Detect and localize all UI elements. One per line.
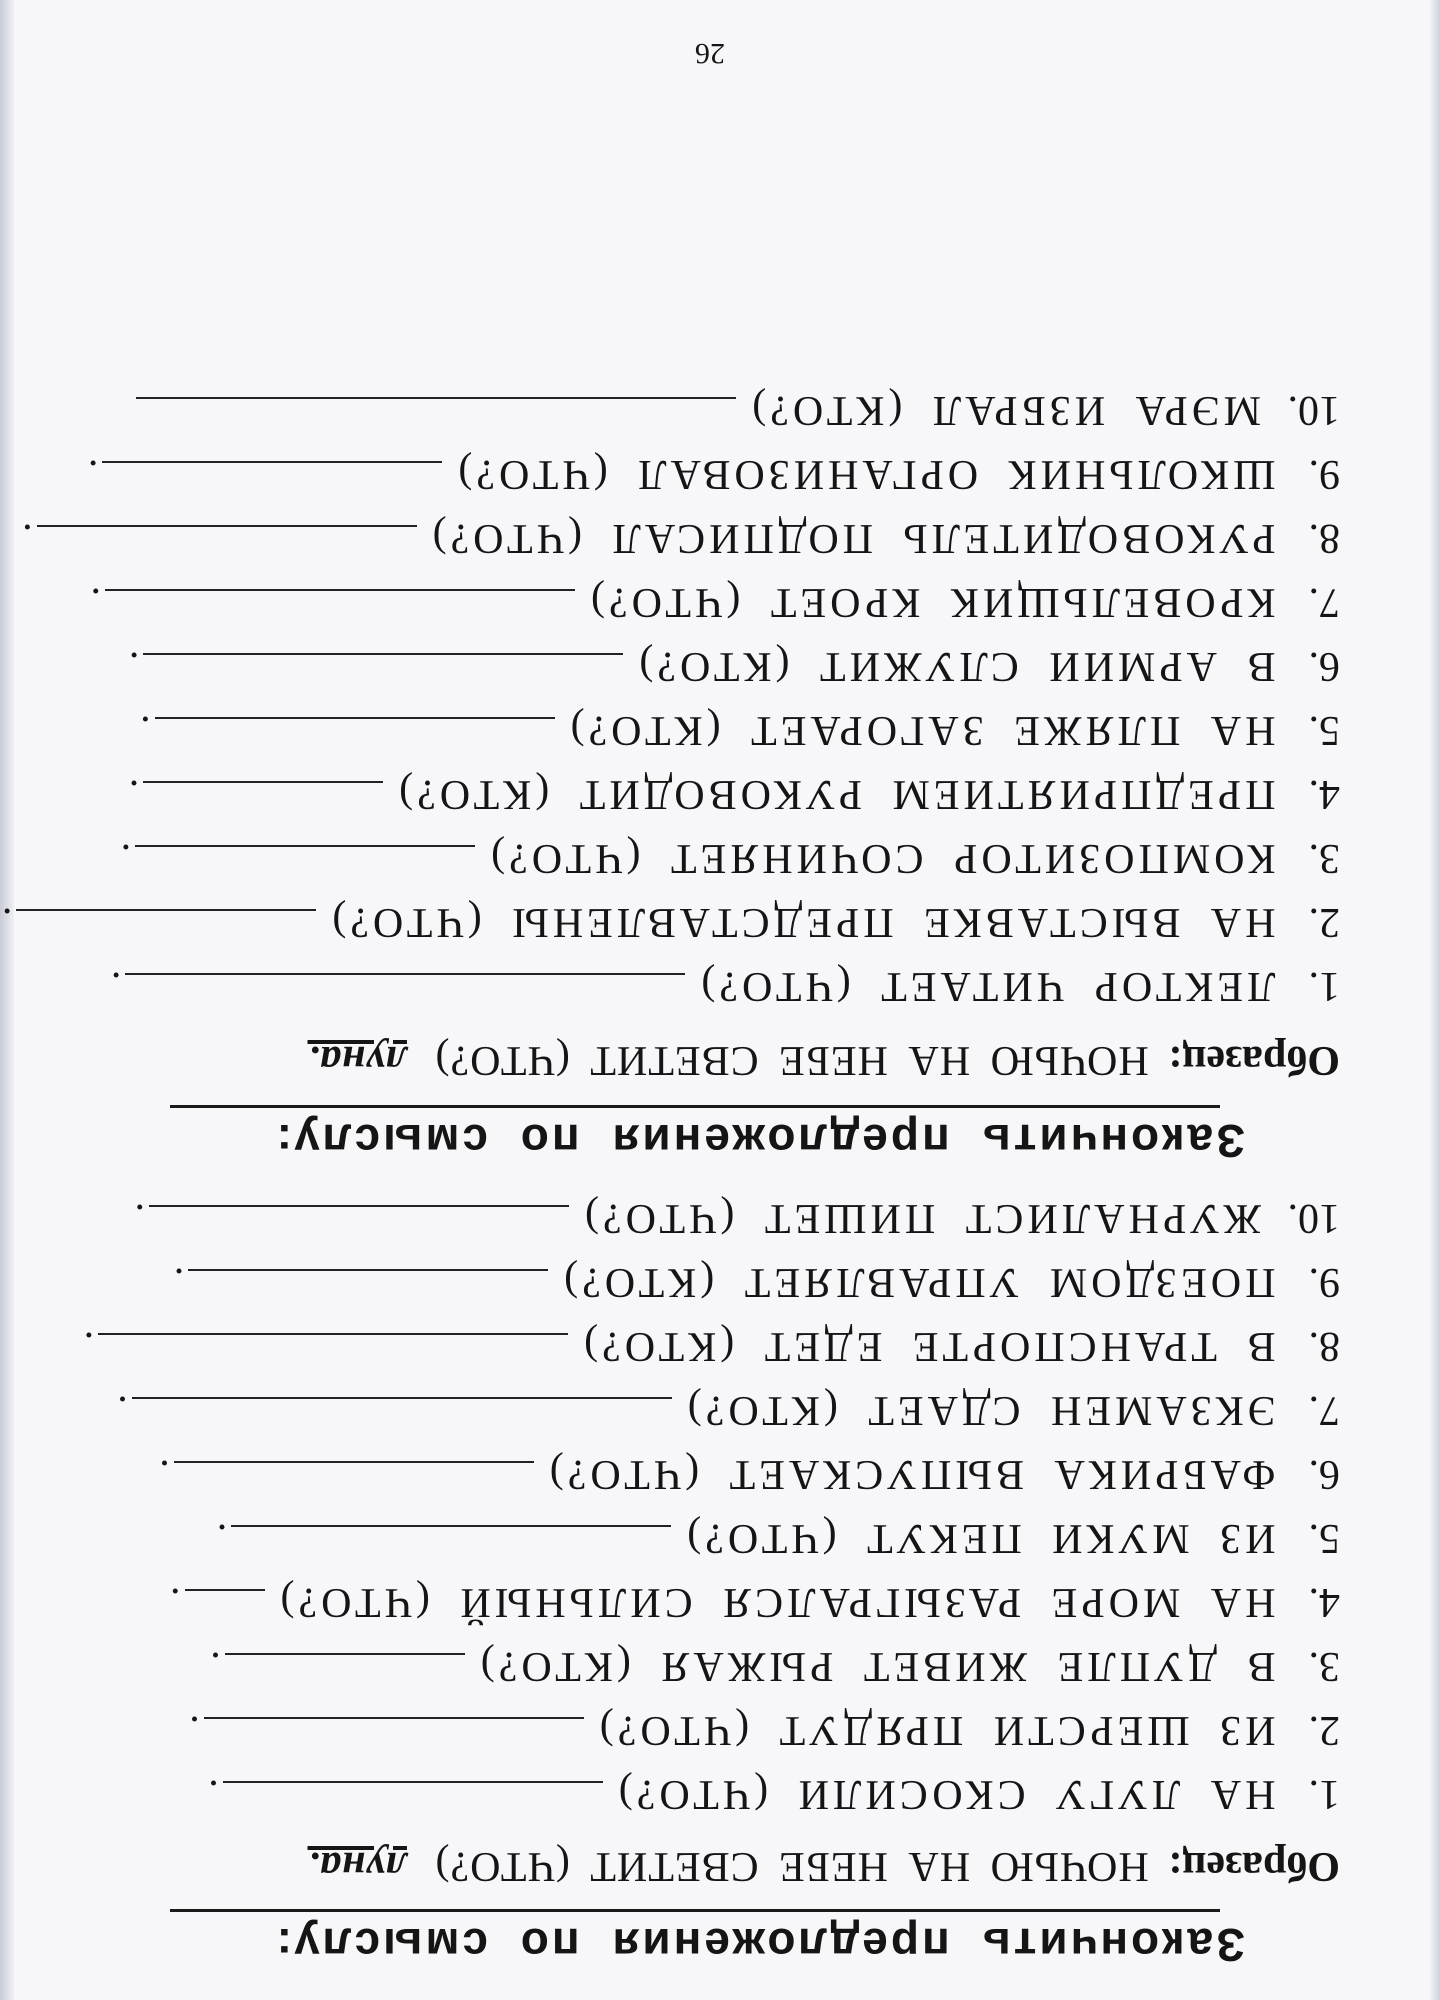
answer-blank[interactable] <box>98 1333 568 1369</box>
item-period: . <box>1 899 13 945</box>
item-number: 10. <box>1287 1195 1340 1241</box>
item-period: . <box>87 451 99 497</box>
item-text: ФАБРИКА ВЫПУСКАЕТ (ЧТО?) <box>545 1451 1276 1497</box>
item-number: 4. <box>1308 771 1340 817</box>
exercise-item <box>22 502 1340 562</box>
item-number: 1. <box>1308 1771 1340 1817</box>
item-period: . <box>170 1579 181 1625</box>
exercise-item <box>40 1502 1340 1562</box>
item-text: В ТРАНСПОРТЕ ЕДЕТ (КТО?) <box>580 1323 1276 1369</box>
item-number: 10. <box>1287 387 1340 433</box>
exercise-item <box>40 1438 1340 1498</box>
item-number: 3. <box>1308 835 1340 881</box>
answer-blank[interactable] <box>188 1269 548 1305</box>
item-period: . <box>83 1323 95 1369</box>
answer-blank[interactable] <box>223 1781 603 1817</box>
item-text: КОМПОЗИТОР СОЧИНЯЕТ (ЧТО?) <box>487 835 1276 881</box>
item-text: В АРМИИ СЛУЖИТ (КТО?) <box>635 643 1276 689</box>
item-number: 8. <box>1308 1323 1340 1369</box>
item-text: КРОВЕЛЬЩИК КРОЕТ (ЧТО?) <box>586 579 1276 625</box>
exercise-item <box>40 374 1340 434</box>
answer-blank[interactable] <box>136 397 736 433</box>
item-period: . <box>120 835 132 881</box>
answer-blank[interactable] <box>231 1525 671 1561</box>
answer-blank[interactable] <box>155 717 555 753</box>
item-period: . <box>90 579 101 625</box>
item-number: 1. <box>1308 963 1340 1009</box>
item-text: В ДУПЛЕ ЖИВЕТ РЫЖАЯ (КТО?) <box>476 1643 1276 1689</box>
item-period: . <box>117 1387 128 1433</box>
item-text: ЖУРНАЛИСТ ПИШЕТ (ЧТО?) <box>581 1195 1261 1241</box>
item-number: 2. <box>1308 899 1340 945</box>
exercise-item <box>40 1310 1340 1370</box>
exercise-item <box>40 822 1340 882</box>
item-number: 4. <box>1308 1579 1340 1625</box>
exercise-item <box>40 438 1340 498</box>
item-period: . <box>173 1259 185 1305</box>
item-period: . <box>128 643 140 689</box>
item-number: 5. <box>1308 1515 1340 1561</box>
item-period: . <box>22 515 33 561</box>
item-number: 7. <box>1308 1387 1340 1433</box>
item-period: . <box>208 1771 219 1817</box>
example-answer: луна. <box>307 1037 407 1083</box>
item-period: . <box>134 1195 146 1241</box>
item-period: . <box>159 1451 170 1497</box>
item-text: ПОЕЗДОМ УПРАВЛЯЕТ (КТО?) <box>560 1259 1276 1305</box>
exercise-item <box>40 1246 1340 1306</box>
answer-blank[interactable] <box>174 1461 534 1497</box>
item-period: . <box>216 1515 228 1561</box>
item-text: ШКОЛЬНИК ОРГАНИЗОВАЛ (ЧТО?) <box>454 451 1276 497</box>
item-period: . <box>210 1643 221 1689</box>
section-2-example <box>40 1036 1340 1084</box>
answer-blank[interactable] <box>105 589 575 625</box>
item-period: . <box>140 707 151 753</box>
section-2-title-underline <box>170 1105 1220 1108</box>
item-text: ЛЕКТОР ЧИТАЕТ (ЧТО?) <box>697 963 1276 1009</box>
exercise-item <box>40 758 1340 818</box>
example-label: Образец: <box>1168 1037 1340 1083</box>
item-number: 9. <box>1308 451 1340 497</box>
exercise-item <box>40 630 1340 690</box>
item-period: . <box>128 771 140 817</box>
exercise-item <box>1 886 1340 946</box>
example-text: НОЧЬЮ НА НЕБЕ СВЕТИТ (ЧТО?) <box>434 1843 1149 1889</box>
answer-blank[interactable] <box>102 461 442 497</box>
exercise-item <box>40 566 1340 626</box>
exercise-item <box>40 1182 1340 1242</box>
exercise-item <box>40 1694 1340 1754</box>
answer-blank[interactable] <box>143 653 623 689</box>
example-text: НОЧЬЮ НА НЕБЕ СВЕТИТ (ЧТО?) <box>434 1037 1149 1083</box>
item-text: РУКОВОДИТЕЛЬ ПОДПИСАЛ (ЧТО?) <box>428 515 1276 561</box>
item-number: 8. <box>1308 515 1340 561</box>
item-number: 3. <box>1308 1643 1340 1689</box>
item-number: 2. <box>1308 1707 1340 1753</box>
item-text: ИЗ МУКИ ПЕКУТ (ЧТО?) <box>683 1515 1276 1561</box>
item-number: 6. <box>1308 643 1340 689</box>
answer-blank[interactable] <box>143 781 383 817</box>
answer-blank[interactable] <box>37 525 417 561</box>
exercise-item <box>40 1566 1340 1626</box>
answer-blank[interactable] <box>185 1589 265 1625</box>
example-label: Образец: <box>1168 1843 1340 1889</box>
section-1-title: Закончить предложения по смыслу: <box>273 1919 1245 1971</box>
section-1-example <box>40 1842 1340 1890</box>
exercise-item <box>40 1758 1340 1818</box>
exercise-item <box>40 694 1340 754</box>
item-number: 7. <box>1308 579 1340 625</box>
page-number: 26 <box>695 37 725 70</box>
item-text: НА МОРЕ РАЗЫГРАЛСЯ СИЛЬНЫЙ (ЧТО?) <box>276 1579 1276 1625</box>
exercise-item <box>40 950 1340 1010</box>
exercise-item <box>40 1374 1340 1434</box>
item-text: НА ПЛЯЖЕ ЗАГОРАЕТ (КТО?) <box>566 707 1276 753</box>
section-1-title-underline <box>170 1909 1220 1912</box>
section-2-title: Закончить предложения по смыслу: <box>273 1115 1245 1167</box>
answer-blank[interactable] <box>204 1717 584 1753</box>
item-period: . <box>110 963 122 1009</box>
item-number: 6. <box>1308 1451 1340 1497</box>
answer-blank[interactable] <box>149 1205 569 1241</box>
item-text: ИЗ ШЕРСТИ ПРЯДУТ (ЧТО?) <box>595 1707 1276 1753</box>
answer-blank[interactable] <box>135 845 475 881</box>
answer-blank[interactable] <box>16 909 316 945</box>
item-text: ПРЕДПРИЯТИЕМ РУКОВОДИТ (КТО?) <box>395 771 1276 817</box>
item-period: . <box>189 1707 200 1753</box>
answer-blank[interactable] <box>132 1397 672 1433</box>
item-text: НА ВЫСТАВКЕ ПРЕДСТАВЛЕНЫ (ЧТО?) <box>328 899 1276 945</box>
exercise-item <box>40 1630 1340 1690</box>
item-text: ЭКЗАМЕН СДАЕТ (КТО?) <box>683 1387 1276 1433</box>
item-number: 5. <box>1308 707 1340 753</box>
example-answer: луна. <box>307 1843 407 1889</box>
item-text: НА ЛУГУ СКОСИЛИ (ЧТО?) <box>614 1771 1276 1817</box>
item-number: 9. <box>1308 1259 1340 1305</box>
item-text: МЭРА ИЗБРАЛ (КТО?) <box>748 387 1261 433</box>
answer-blank[interactable] <box>225 1653 465 1689</box>
answer-blank[interactable] <box>125 973 685 1009</box>
